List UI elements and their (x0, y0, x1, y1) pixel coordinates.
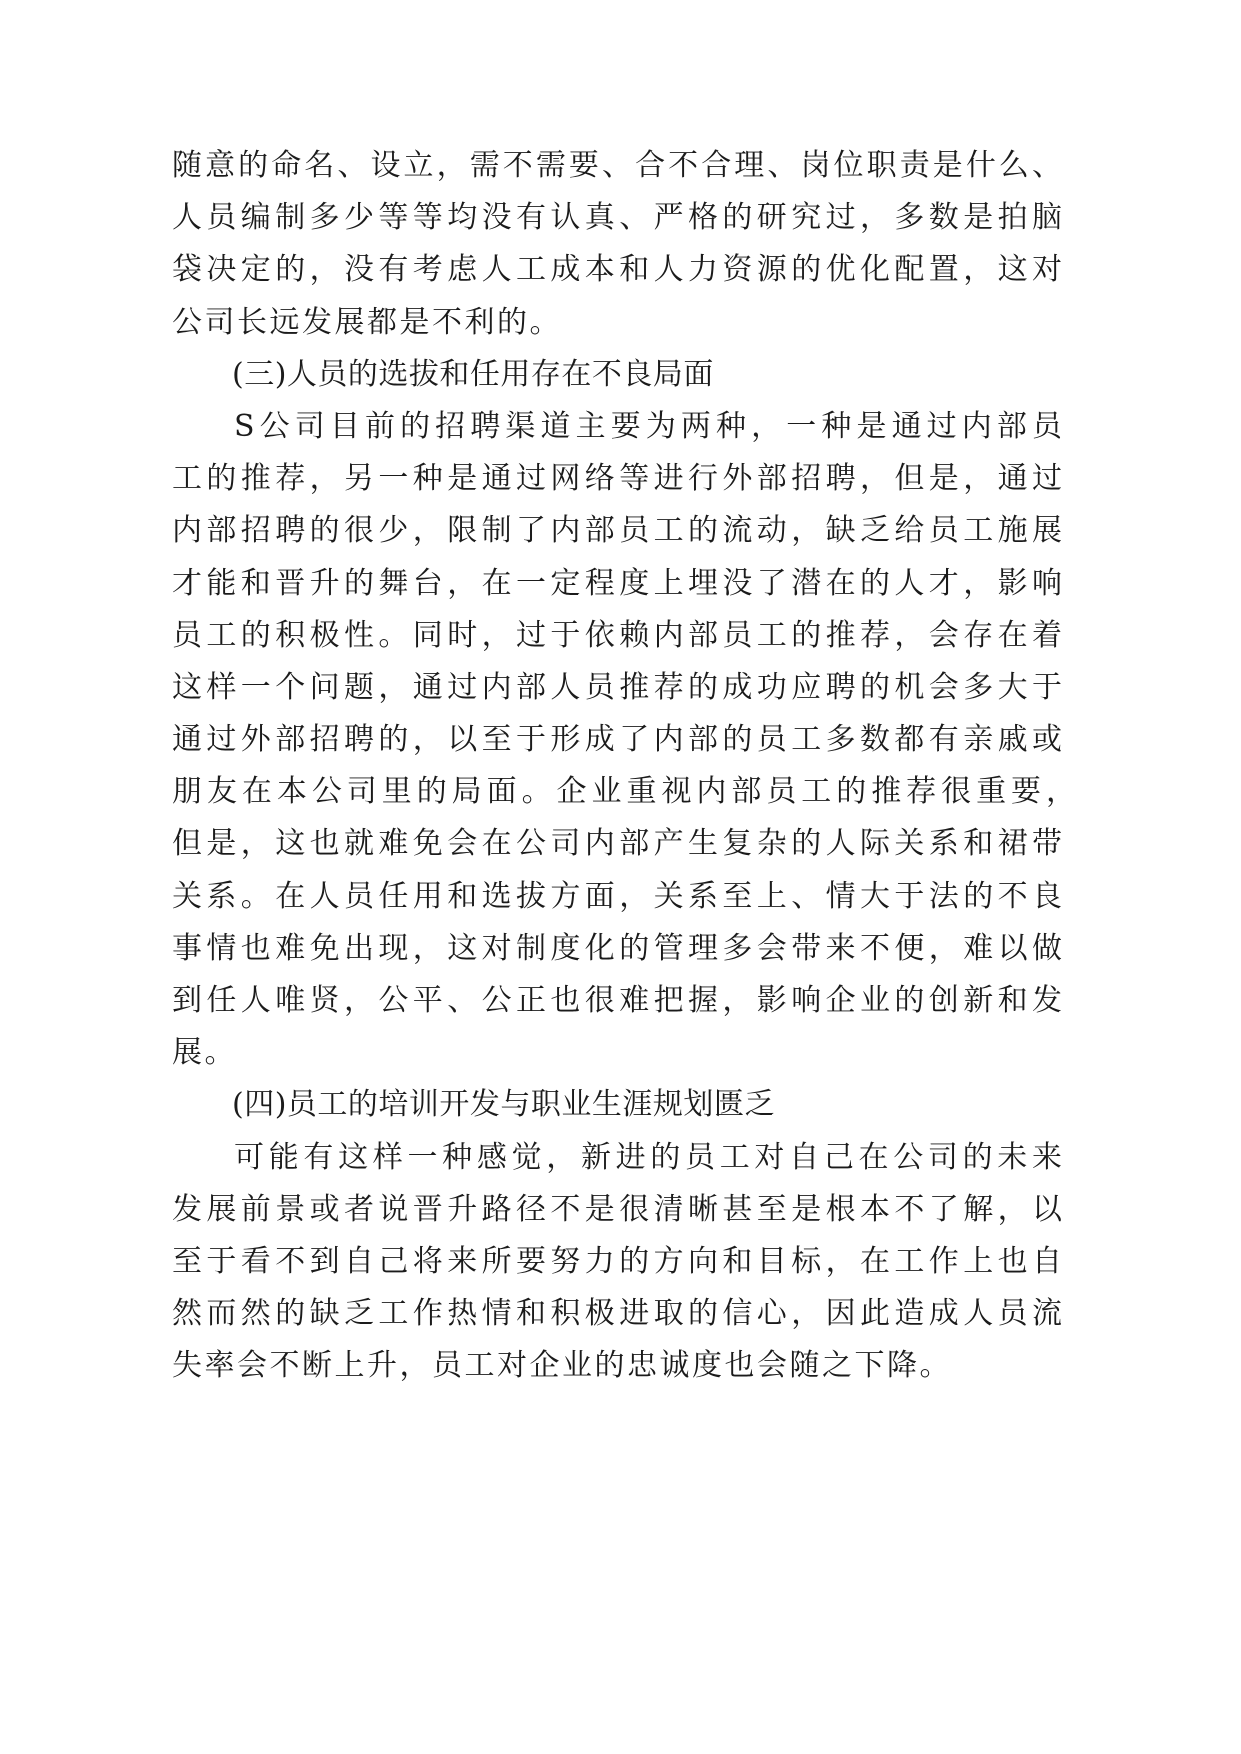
paragraph-recruitment (172, 401, 1082, 1079)
text-line: 公司长远发展都是不利的。 (172, 304, 562, 340)
text-line: 人员编制多少等等均没有认真、严格的研究过，多数是拍脑 (172, 200, 1062, 236)
section-heading-4: (四)员工的培训开发与职业生涯规划匮乏 (232, 1087, 775, 1123)
paragraph-career-planning (172, 1132, 1082, 1393)
text-line: 通过外部招聘的，以至于形成了内部的员工多数都有亲戚或 (172, 722, 1062, 758)
text-line: S公司目前的招聘渠道主要为两种，一种是通过内部员 (234, 408, 1062, 444)
text-line: 朋友在本公司里的局面。企业重视内部员工的推荐很重要， (172, 774, 1076, 810)
text-line: 关系。在人员任用和选拔方面，关系至上、情大于法的不良 (172, 878, 1062, 914)
text-line: 可能有这样一种感觉，新进的员工对自己在公司的未来 (234, 1139, 1062, 1175)
text-line: 至于看不到自己将来所要努力的方向和目标，在工作上也自 (172, 1243, 1062, 1279)
text-line: 发展前景或者说晋升路径不是很清晰甚至是根本不了解，以 (172, 1191, 1062, 1227)
text-line: 事情也难免出现，这对制度化的管理多会带来不便，难以做 (172, 930, 1062, 966)
text-line: 内部招聘的很少，限制了内部员工的流动，缺乏给员工施展 (172, 513, 1062, 549)
section-heading-3: (三)人员的选拔和任用存在不良局面 (232, 356, 714, 392)
text-line: 员工的积极性。同时，过于依赖内部员工的推荐，会存在着 (172, 617, 1062, 653)
text-line: 随意的命名、设立，需不需要、合不合理、岗位职责是什么、 (172, 148, 1062, 183)
text-line: 展。 (172, 1035, 237, 1071)
text-line: 才能和晋升的舞台，在一定程度上埋没了潜在的人才，影响 (172, 565, 1062, 601)
text-line: 袋决定的，没有考虑人工成本和人力资源的优化配置，这对 (172, 252, 1062, 288)
text-line: 失率会不断上升，员工对企业的忠诚度也会随之下降。 (172, 1348, 952, 1384)
text-line: 但是，这也就难免会在公司内部产生复杂的人际关系和裙带 (172, 826, 1062, 862)
text-line: 到任人唯贤，公平、公正也很难把握，影响企业的创新和发 (172, 983, 1062, 1018)
text-line: 工的推荐，另一种是通过网络等进行外部招聘，但是，通过 (172, 461, 1062, 497)
text-line: 这样一个问题，通过内部人员推荐的成功应聘的机会多大于 (172, 669, 1062, 705)
text-line: 然而然的缺乏工作热情和积极进取的信心，因此造成人员流 (172, 1296, 1062, 1332)
document-body (172, 140, 1082, 1393)
paragraph-continued (172, 140, 1082, 349)
